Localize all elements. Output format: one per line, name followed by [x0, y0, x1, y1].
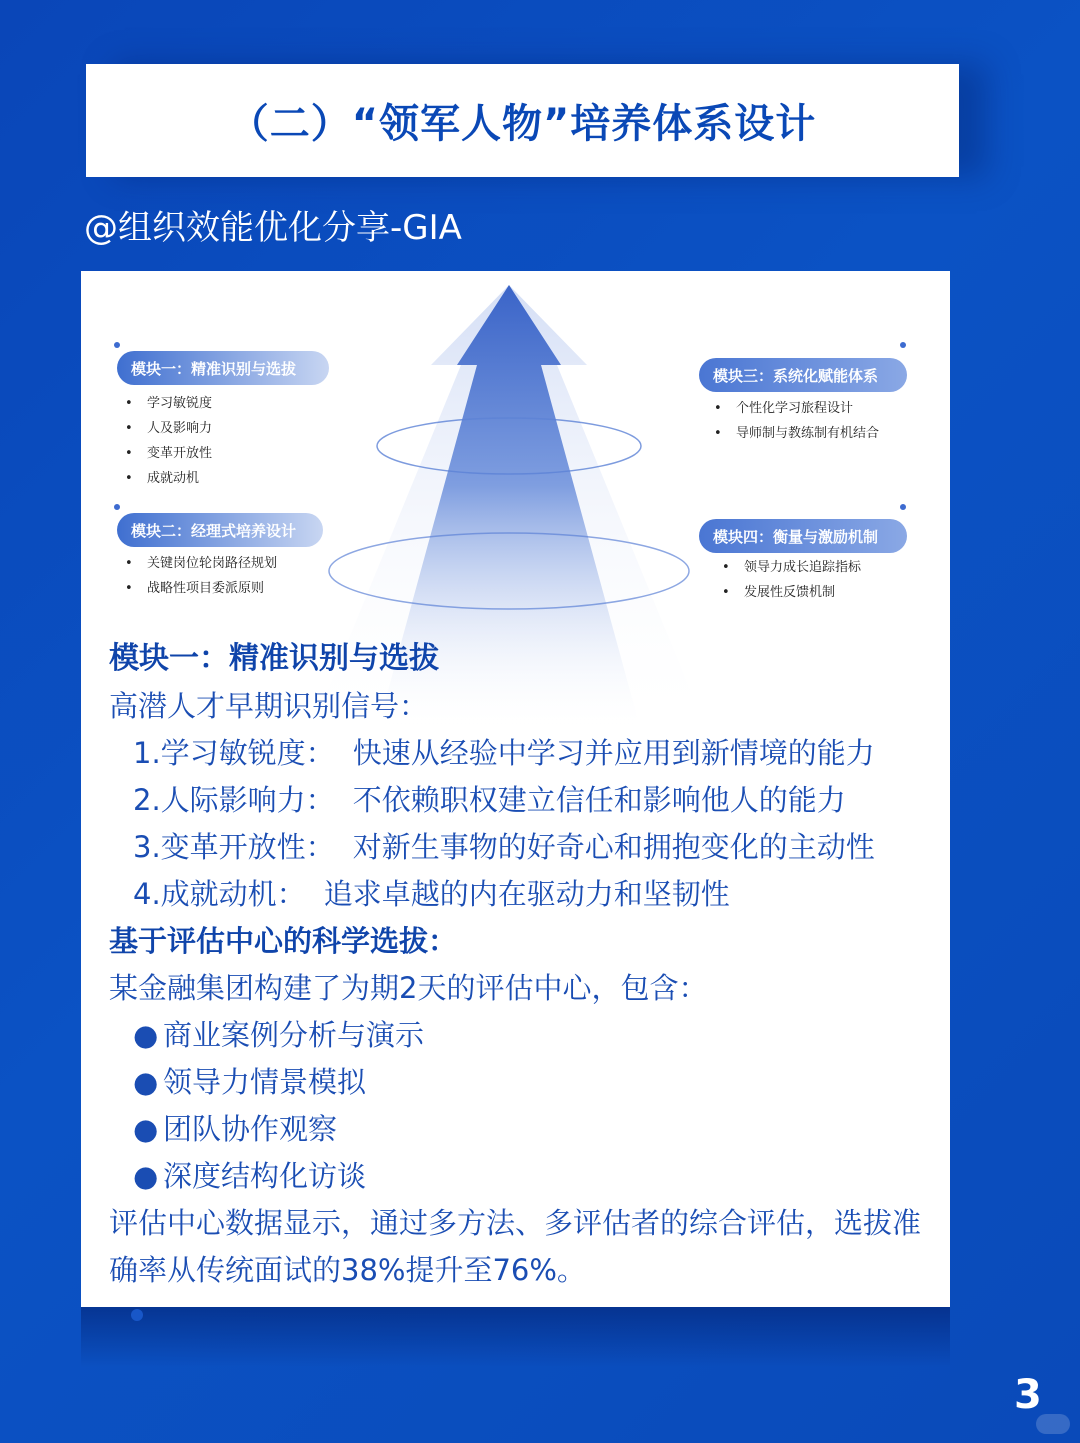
selection-intro: 某金融集团构建了为期2天的评估中心，包含： [109, 971, 708, 1005]
bullet-icon: ● [133, 1018, 159, 1052]
item-desc: 快速从经验中学习并应用到新情境的能力 [352, 736, 875, 770]
list-item: • 学习敏锐度 [125, 391, 212, 416]
item-number: 4. [133, 877, 161, 911]
selection-title: 基于评估中心的科学选拔： [109, 924, 458, 958]
module-3-list [714, 396, 879, 446]
signal-item [109, 777, 939, 824]
list-item: • 人及影响力 [125, 416, 212, 441]
signal-item [109, 871, 939, 918]
item-desc: 不依赖职权建立信任和影响他人的能力 [352, 783, 846, 817]
module-4-list [722, 555, 861, 605]
page-title: （二）“领军人物”培养体系设计 [228, 101, 817, 147]
list-item: • 关键岗位轮岗路径规划 [125, 551, 277, 576]
list-item: ● 团队协作观察 [109, 1106, 939, 1153]
content-card [81, 271, 950, 1307]
decorative-dot [131, 1309, 143, 1321]
title-banner [86, 64, 959, 177]
item-number: 3. [133, 830, 161, 864]
card-shadow [81, 1307, 950, 1367]
bullet-icon: ● [133, 1112, 159, 1146]
item-number: 2. [133, 783, 161, 817]
signals-title: 高潜人才早期识别信号： [109, 689, 429, 723]
conclusion-text: 评估中心数据显示，通过多方法、多评估者的综合评估，选拔准确率从传统面试的38%提升至76%。 [109, 1206, 922, 1287]
module-4-label: 模块四：衡量与激励机制 [699, 519, 907, 553]
module-2-list [125, 551, 277, 601]
module-1-list [125, 391, 212, 491]
item-number: 1. [133, 736, 161, 770]
signal-item [109, 730, 939, 777]
list-item: • 成就动机 [125, 466, 212, 491]
bullet-icon: ● [133, 1065, 159, 1099]
watermark-logo-icon [1036, 1414, 1070, 1434]
signal-item [109, 824, 939, 871]
list-item: ● 商业案例分析与演示 [109, 1012, 939, 1059]
item-name: 学习敏锐度： [160, 736, 335, 770]
author-handle: @组织效能优化分享-GIA [84, 208, 462, 248]
item-desc: 追求卓越的内在驱动力和坚韧性 [323, 877, 730, 911]
list-item: • 变革开放性 [125, 441, 212, 466]
list-item: • 个性化学习旅程设计 [714, 396, 879, 421]
item-name: 成就动机： [160, 877, 306, 911]
item-desc: 对新生事物的好奇心和拥抱变化的主动性 [352, 830, 875, 864]
list-item: • 发展性反馈机制 [722, 580, 861, 605]
module-3-label: 模块三：系统化赋能体系 [699, 358, 907, 392]
module-1-label: 模块一：精准识别与选拔 [117, 351, 329, 385]
list-item: • 战略性项目委派原则 [125, 576, 277, 601]
article-body [109, 635, 939, 1294]
item-name: 变革开放性： [160, 830, 335, 864]
list-item: ● 领导力情景模拟 [109, 1059, 939, 1106]
list-item: • 领导力成长追踪指标 [722, 555, 861, 580]
list-item: • 导师制与教练制有机结合 [714, 421, 879, 446]
page-number: 3 [1014, 1372, 1042, 1418]
bullet-icon: ● [133, 1159, 159, 1193]
item-name: 人际影响力： [160, 783, 335, 817]
module-2-label: 模块二：经理式培养设计 [117, 513, 323, 547]
list-item: ● 深度结构化访谈 [109, 1153, 939, 1200]
section-heading: 模块一：精准识别与选拔 [109, 641, 439, 676]
